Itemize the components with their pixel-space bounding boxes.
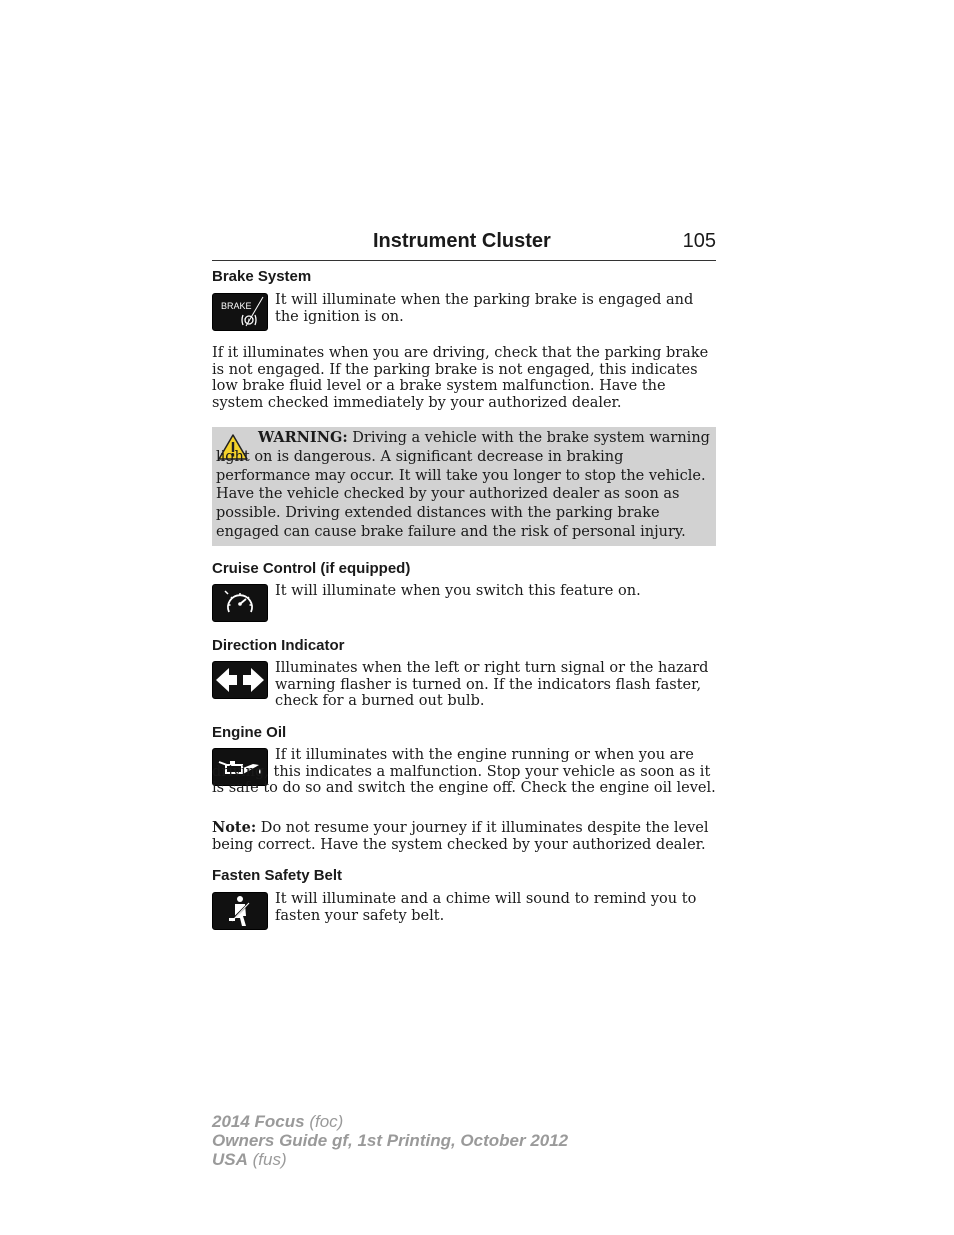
note-label: Note: [212,819,257,836]
warning-label: WARNING: [258,429,348,446]
note-text: Do not resume your journey if it illuminates despite the level being correct. Have the system checked by your authorized dealer. [212,820,709,853]
footer-printing: Owners Guide gf, 1st Printing, October 2012 [212,1131,569,1150]
warning-body: Driving a vehicle with the brake system warning light on is dangerous. A significant decrease in braking performance may occur. It will take you longer to stop the vehicle. Have the vehicle checked by your authorized dealer as soon as possible. Driving extended distances with the parking brake engaged can cause brake failure and the risk of personal injury. [216,430,710,540]
cruise-control-heading: Cruise Control (if equipped) [212,560,411,577]
direction-arrows-icon [212,661,268,699]
warning-text [216,429,714,542]
svg-text:!: ! [247,319,250,325]
seatbelt-icon [212,892,268,930]
brake-icon-label: BRAKE [221,301,252,311]
brake-paragraph: If it illuminates when you are driving, check that the parking brake is not engaged. If the parking brake is not engaged, this indicates low brake fluid level or a brake system malfunction. Have the system checked immediately by your authorized dealer. [212,345,709,411]
footer-line-3 [212,1150,568,1169]
page-number: 105 [682,230,716,252]
safety-belt-heading: Fasten Safety Belt [212,867,343,884]
cruise-control-icon [212,584,268,622]
brake-icon-description: It will illuminate when the parking brake is engaged and the ignition is on. [275,292,694,325]
cruise-control-description: It will illuminate when you switch this feature on. [275,583,641,599]
engine-oil-heading: Engine Oil [212,724,287,741]
engine-oil-text: If it illuminates with the engine running or when you are driving, this indicates a malfunction. Stop your vehicle as soon as it is safe to do so and switch the engine off. Check the engine oil level. [212,747,716,796]
brake-warning-icon [212,293,268,331]
warning-box [212,427,716,546]
direction-indicator-heading: Direction Indicator [212,637,345,654]
safety-belt-description: It will illuminate and a chime will sound to remind you to fasten your safety belt. [275,891,697,924]
footer-market-code: (fus) [247,1150,287,1169]
footer-line-1 [212,1112,568,1131]
footer-model-code: (foc) [304,1112,344,1131]
page-header [212,230,716,261]
brake-system-heading: Brake System [212,268,312,285]
engine-oil-note [212,820,716,853]
footer-line-2 [212,1131,568,1150]
engine-oil-description [212,747,716,797]
document-footer [212,1112,568,1169]
direction-indicator-description: Illuminates when the left or right turn signal or the hazard warning flasher is turned on. If the indicators flash faster, check for a burned out bulb. [275,660,709,709]
footer-market: USA [212,1150,248,1169]
footer-model: 2014 Focus [212,1112,305,1131]
page-title: Instrument Cluster [373,230,551,252]
